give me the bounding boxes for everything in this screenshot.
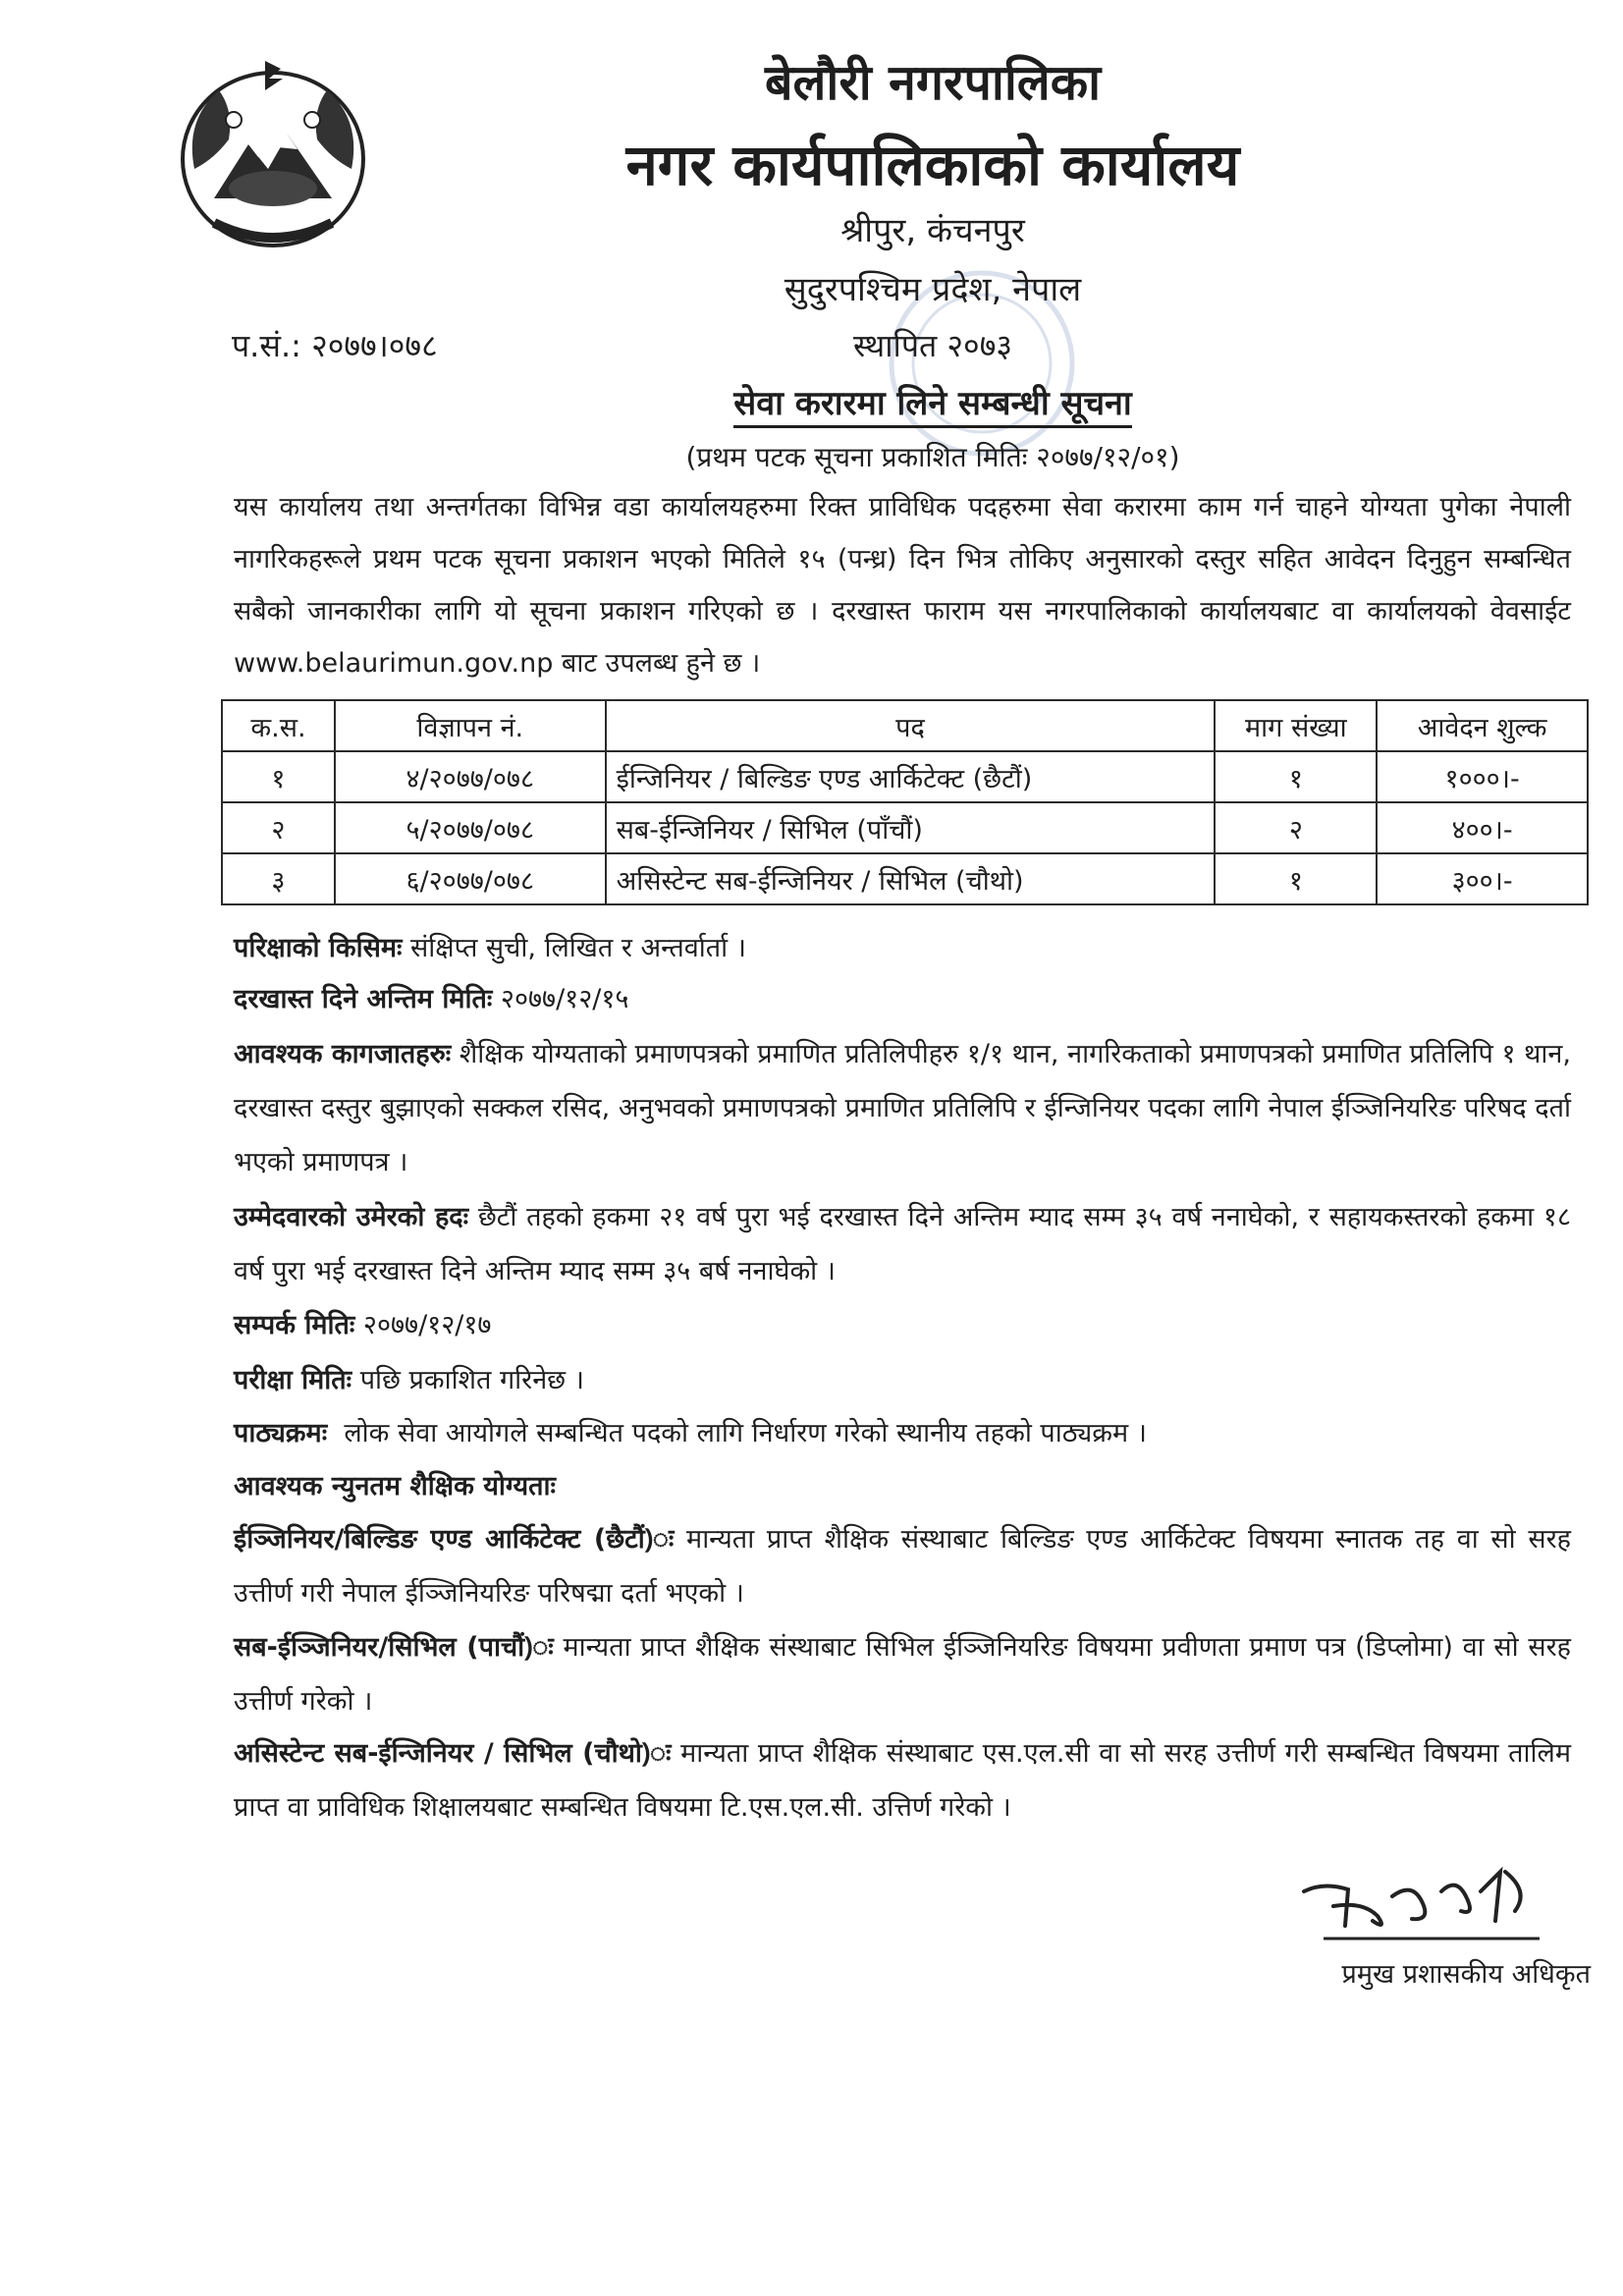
age-limit [234, 1190, 1571, 1298]
notice-intro: यस कार्यालय तथा अन्तर्गतका विभिन्न वडा कार्यालयहरुमा रिक्त प्राविधिक पदहरुमा सेवा करारमा काम गर्न चाहने योग्यता पुगेका नेपाली नागरिकहरूले प्रथम पटक सूचना प्रकाशन भएको मितिले १५ (पन्ध्र) दिन भित्र तोकिए अनुसारको दस्तुर सहित आवेदन दिनुहुन सम्बन्धित सबैको जानकारीका लागि यो सूचना प्रकाशन गरिएको छ । दरखास्त फाराम यस नगरपालिकाको कार्यालयबाट वा कार्यालयको वेवसाईट www.belaurimun.gov.np बाट उपलब्ध हुने छ । [234, 492, 1571, 679]
contact-date [234, 1298, 1571, 1352]
age-value: छैटौं तहको हकमा २१ वर्ष पुरा भई दरखास्त दिने अन्तिम म्याद सम्म ३५ वर्ष ननाघेको, र सहायकस्तरको हकमा १८ वर्ष पुरा भई दरखास्त दिने अन्तिम म्याद सम्म ३५ बर्ष ननाघेको । [234, 1202, 1571, 1286]
cell-serial: ३ [222, 853, 335, 904]
qualification-heading-text: आवश्यक न्युनतम शैक्षिक योग्यताः [234, 1471, 557, 1502]
cell-serial: २ [222, 802, 335, 853]
office-name: नगर कार्यपालिकाको कार्यालय [625, 132, 1240, 198]
syllabus-value: लोक सेवा आयोगले सम्बन्धित पदको लागि निर्धारण गरेको स्थानीय तहको पाठ्यक्रम । [344, 1418, 1147, 1449]
exam-type-label: परिक्षाको किसिमः [234, 933, 403, 963]
table-row [222, 751, 1588, 802]
table-header-row [222, 700, 1588, 751]
municipality-name: बेलौरी नगरपालिका [764, 54, 1102, 111]
application-deadline [234, 972, 1571, 1026]
exam-date [234, 1353, 1571, 1407]
documents-value: शैक्षिक योग्यताको प्रमाणपत्रको प्रमाणित प्रतिलिपीहरु १/१ थान, नागरिकताको प्रमाणपत्रको प्रमाणित प्रतिलिपि १ थान, दरखास्त दस्तुर बुझाएको सक्कल रसिद, अनुभवको प्रमाणपत्रको प्रमाणित प्रतिलिपि र ईन्जिनियर पदका लागि नेपाल ईञ्जिनियरिङ परिषद दर्ता भएको प्रमाणपत्र । [234, 1039, 1571, 1177]
col-serial: क.स. [222, 700, 335, 751]
qualification-assistant-sub-engineer [234, 1726, 1571, 1834]
exam-type-value: संक्षिप्त सुची, लिखित र अन्तर्वार्ता । [410, 933, 746, 963]
age-label: उम्मेदवारको उमेरको हदः [234, 1202, 469, 1232]
exam-type [234, 921, 1571, 975]
qualification-engineer [234, 1512, 1571, 1620]
cell-ad-number: ४/२०७७/०७८ [335, 751, 606, 802]
cell-position: ईन्जिनियर / बिल्डिङ एण्ड आर्किटेक्ट (छैटौं) [606, 751, 1216, 802]
reference-number: प.सं.: २०७७।०७८ [232, 327, 438, 364]
office-location: श्रीपुर, कंचनपुर [840, 211, 1025, 250]
cell-ad-number: ५/२०७७/०७८ [335, 802, 606, 853]
qualification-heading [234, 1459, 1571, 1513]
q3-label: असिस्टेन्ट सब-ईन्जिनियर / सिभिल (चौथो)ः [234, 1738, 672, 1769]
q1-label: ईञ्जिनियर/बिल्डिङ एण्ड आर्किटेक्ट (छैटौं)ः [234, 1524, 675, 1555]
col-position: पद [606, 700, 1216, 751]
signature-icon [1294, 1852, 1579, 1950]
notice-title [589, 379, 1276, 424]
col-demand-count: माग संख्या [1215, 700, 1377, 751]
col-application-fee: आवेदन शुल्क [1377, 700, 1588, 751]
q3-value: मान्यता प्राप्त शैक्षिक संस्थाबाट एस.एल.सी वा सो सरह उत्तीर्ण गरी सम्बन्धित विषयमा तालिम प्राप्त वा प्राविधिक शिक्षालयबाट सम्बन्धित विषयमा टि.एस.एल.सी. उत्तिर्ण गरेको । [234, 1738, 1571, 1823]
cell-demand-count: २ [1215, 802, 1377, 853]
syllabus-label: पाठ्यक्रमः [234, 1418, 328, 1449]
cell-position: सब-ईन्जिनियर / सिभिल (पाँचौं) [606, 802, 1216, 853]
office-province: सुदुरपश्चिम प्रदेश, नेपाल [784, 270, 1082, 309]
cell-application-fee: ४००।- [1377, 802, 1588, 853]
q2-value: मान्यता प्राप्त शैक्षिक संस्थाबाट सिभिल ईञ्जिनियरिङ विषयमा प्रवीणता प्रमाण पत्र (डिप्लोमा) वा सो सरह उत्तीर्ण गरेको । [234, 1632, 1571, 1717]
notice-title-text: सेवा करारमा लिने सम्बन्धी सूचना [733, 384, 1131, 428]
required-documents [234, 1027, 1571, 1189]
qualification-sub-engineer [234, 1620, 1571, 1728]
exam-date-value: पछि प्रकाशित गरिनेछ । [359, 1365, 584, 1395]
officer-title: प्रमुख प्रशासकीय अधिकृत [1341, 1959, 1591, 1990]
cell-application-fee: ३००।- [1377, 853, 1588, 904]
deadline-value: २०७७/१२/१५ [500, 984, 629, 1014]
cell-ad-number: ६/२०७७/०७८ [335, 853, 606, 904]
table-row [222, 802, 1588, 853]
deadline-label: दरखास्त दिने अन्तिम मितिः [234, 984, 493, 1014]
q1-value: मान्यता प्राप्त शैक्षिक संस्थाबाट बिल्डिङ एण्ड आर्किटेक्ट विषयमा स्नातक तह वा सो सरह उत्तीर्ण गरी नेपाल ईञ्जिनियरिङ परिषद्मा दर्ता भएको । [234, 1524, 1571, 1609]
contact-value: २०७७/१२/१७ [362, 1310, 492, 1340]
contact-label: सम्पर्क मितिः [234, 1310, 355, 1340]
vacancy-table [221, 699, 1589, 905]
established-year: स्थापित २०७३ [853, 327, 1012, 364]
government-emblem-icon [175, 51, 371, 252]
cell-application-fee: १०००।- [1377, 751, 1588, 802]
cell-position: असिस्टेन्ट सब-ईन्जिनियर / सिभिल (चौथो) [606, 853, 1216, 904]
q2-label: सब-ईञ्जिनियर/सिभिल (पाचौं)ः [234, 1632, 554, 1663]
col-ad-number: विज्ञापन नं. [335, 700, 606, 751]
table-row [222, 853, 1588, 904]
exam-date-label: परीक्षा मितिः [234, 1365, 352, 1395]
cell-demand-count: १ [1215, 751, 1377, 802]
notice-subtitle: (प्रथम पटक सूचना प्रकाशित मितिः २०७७/१२/०१) [685, 441, 1180, 473]
cell-demand-count: १ [1215, 853, 1377, 904]
cell-serial: १ [222, 751, 335, 802]
syllabus [234, 1406, 1571, 1460]
documents-label: आवश्यक कागजातहरुः [234, 1039, 452, 1069]
